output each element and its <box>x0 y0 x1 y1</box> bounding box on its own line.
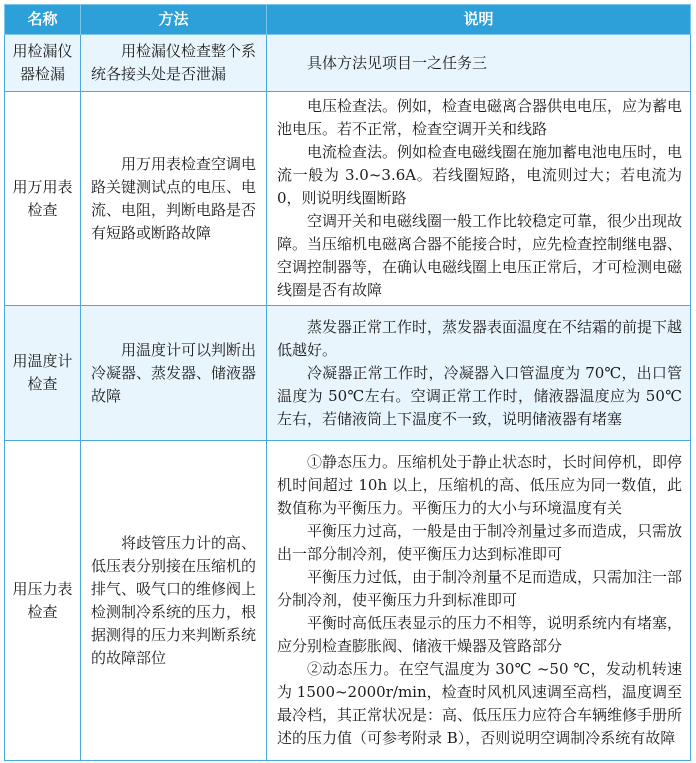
method-text: 用检漏仪检查整个系统各接头处是否泄漏 <box>91 42 257 83</box>
row-method-cell <box>81 92 267 306</box>
row-description-cell <box>267 441 691 761</box>
table-header-row <box>5 5 691 35</box>
row-description-cell <box>267 35 691 92</box>
row-name-cell: 用压力表检查 <box>5 441 81 761</box>
header-name: 名称 <box>5 5 81 35</box>
description-paragraph: ②动态压力。在空气温度为 30℃ ~50 ℃，发动机转速为 1500~2000r/min，检查时风机风速调至高档，温度调至最冷档，其正常状况是：高、低压压力应符合车辆维修手册所述的压力值（可参考附录 B），否则说明空调制冷系统有故障 <box>277 660 683 747</box>
row-name-cell: 用万用表检查 <box>5 92 81 306</box>
method-text: 将歧管压力计的高、低压表分别接在压缩机的排气、吸气口的维修阀上检测制冷系统的压力，根据测得的压力来判断系统的故障部位 <box>91 533 257 667</box>
description-paragraph: ①静态压力。压缩机处于静止状态时，长时间停机，即停机时间超过 10h 以上，压缩机的高、低压应为同一数值，此数值称为平衡压力。平衡压力的大小与环境温度有关 <box>277 453 683 517</box>
table-row <box>5 35 691 92</box>
row-name-cell: 用温度计检查 <box>5 306 81 441</box>
table-row <box>5 441 691 761</box>
description-paragraph: 蒸发器正常工作时，蒸发器表面温度在不结霜的前提下越低越好。 <box>277 317 683 359</box>
header-description: 说明 <box>267 5 691 35</box>
table-row <box>5 306 691 441</box>
description-paragraph: 平衡压力过低，由于制冷剂量不足而造成，只需加注一部分制冷剂，使平衡压力升到标准即可 <box>277 568 683 609</box>
description-paragraph: 平衡压力过高，一般是由于制冷剂量过多而造成，只需放出一部分制冷剂，使平衡压力达到标准即可 <box>277 522 683 563</box>
method-text: 用温度计可以判断出冷凝器、蒸发器、储液器故障 <box>91 340 257 405</box>
method-text: 用万用表检查空调电路关键测试点的电压、电流、电阻，判断电路是否有短路或断路故障 <box>91 154 257 242</box>
diagnosis-methods-table <box>4 4 691 761</box>
row-name-cell: 用检漏仪器检漏 <box>5 35 81 92</box>
description-paragraph: 电流检查法。例如检查电磁线圈在施加蓄电池电压时，电流一般为 3.0~3.6A。若线圈短路，电流则过大；若电流为 0，则说明线圈断路 <box>277 143 683 207</box>
row-description-cell <box>267 306 691 441</box>
row-description-cell <box>267 92 691 306</box>
row-method-cell <box>81 35 267 92</box>
description-paragraph: 具体方法见项目一之任务三 <box>307 53 488 72</box>
description-paragraph: 电压检查法。例如，检查电磁离合器供电电压，应为蓄电池电压。若不正常，检查空调开关和线路 <box>277 97 683 138</box>
description-paragraph: 空调开关和电磁线圈一般工作比较稳定可靠，很少出现故障。当压缩机电磁离合器不能接合时，应先检查控制继电器、空调控制器等，在确认电磁线圈上电压正常后，才可检测电磁线圈是否有故障 <box>277 212 683 299</box>
description-paragraph: 冷凝器正常工作时，冷凝器入口管温度为 70℃，出口管温度为 50℃左右。空调正常工作时，储液器温度应为 50℃左右，若储液筒上下温度不一致，说明储液器有堵塞 <box>277 363 682 428</box>
row-method-cell <box>81 306 267 441</box>
table-row <box>5 92 691 306</box>
description-paragraph: 平衡时高低压表显示的压力不相等，说明系统内有堵塞，应分别检查膨胀阀、储液干燥器及管路部分 <box>277 614 683 655</box>
row-method-cell <box>81 441 267 761</box>
header-method: 方法 <box>81 5 267 35</box>
